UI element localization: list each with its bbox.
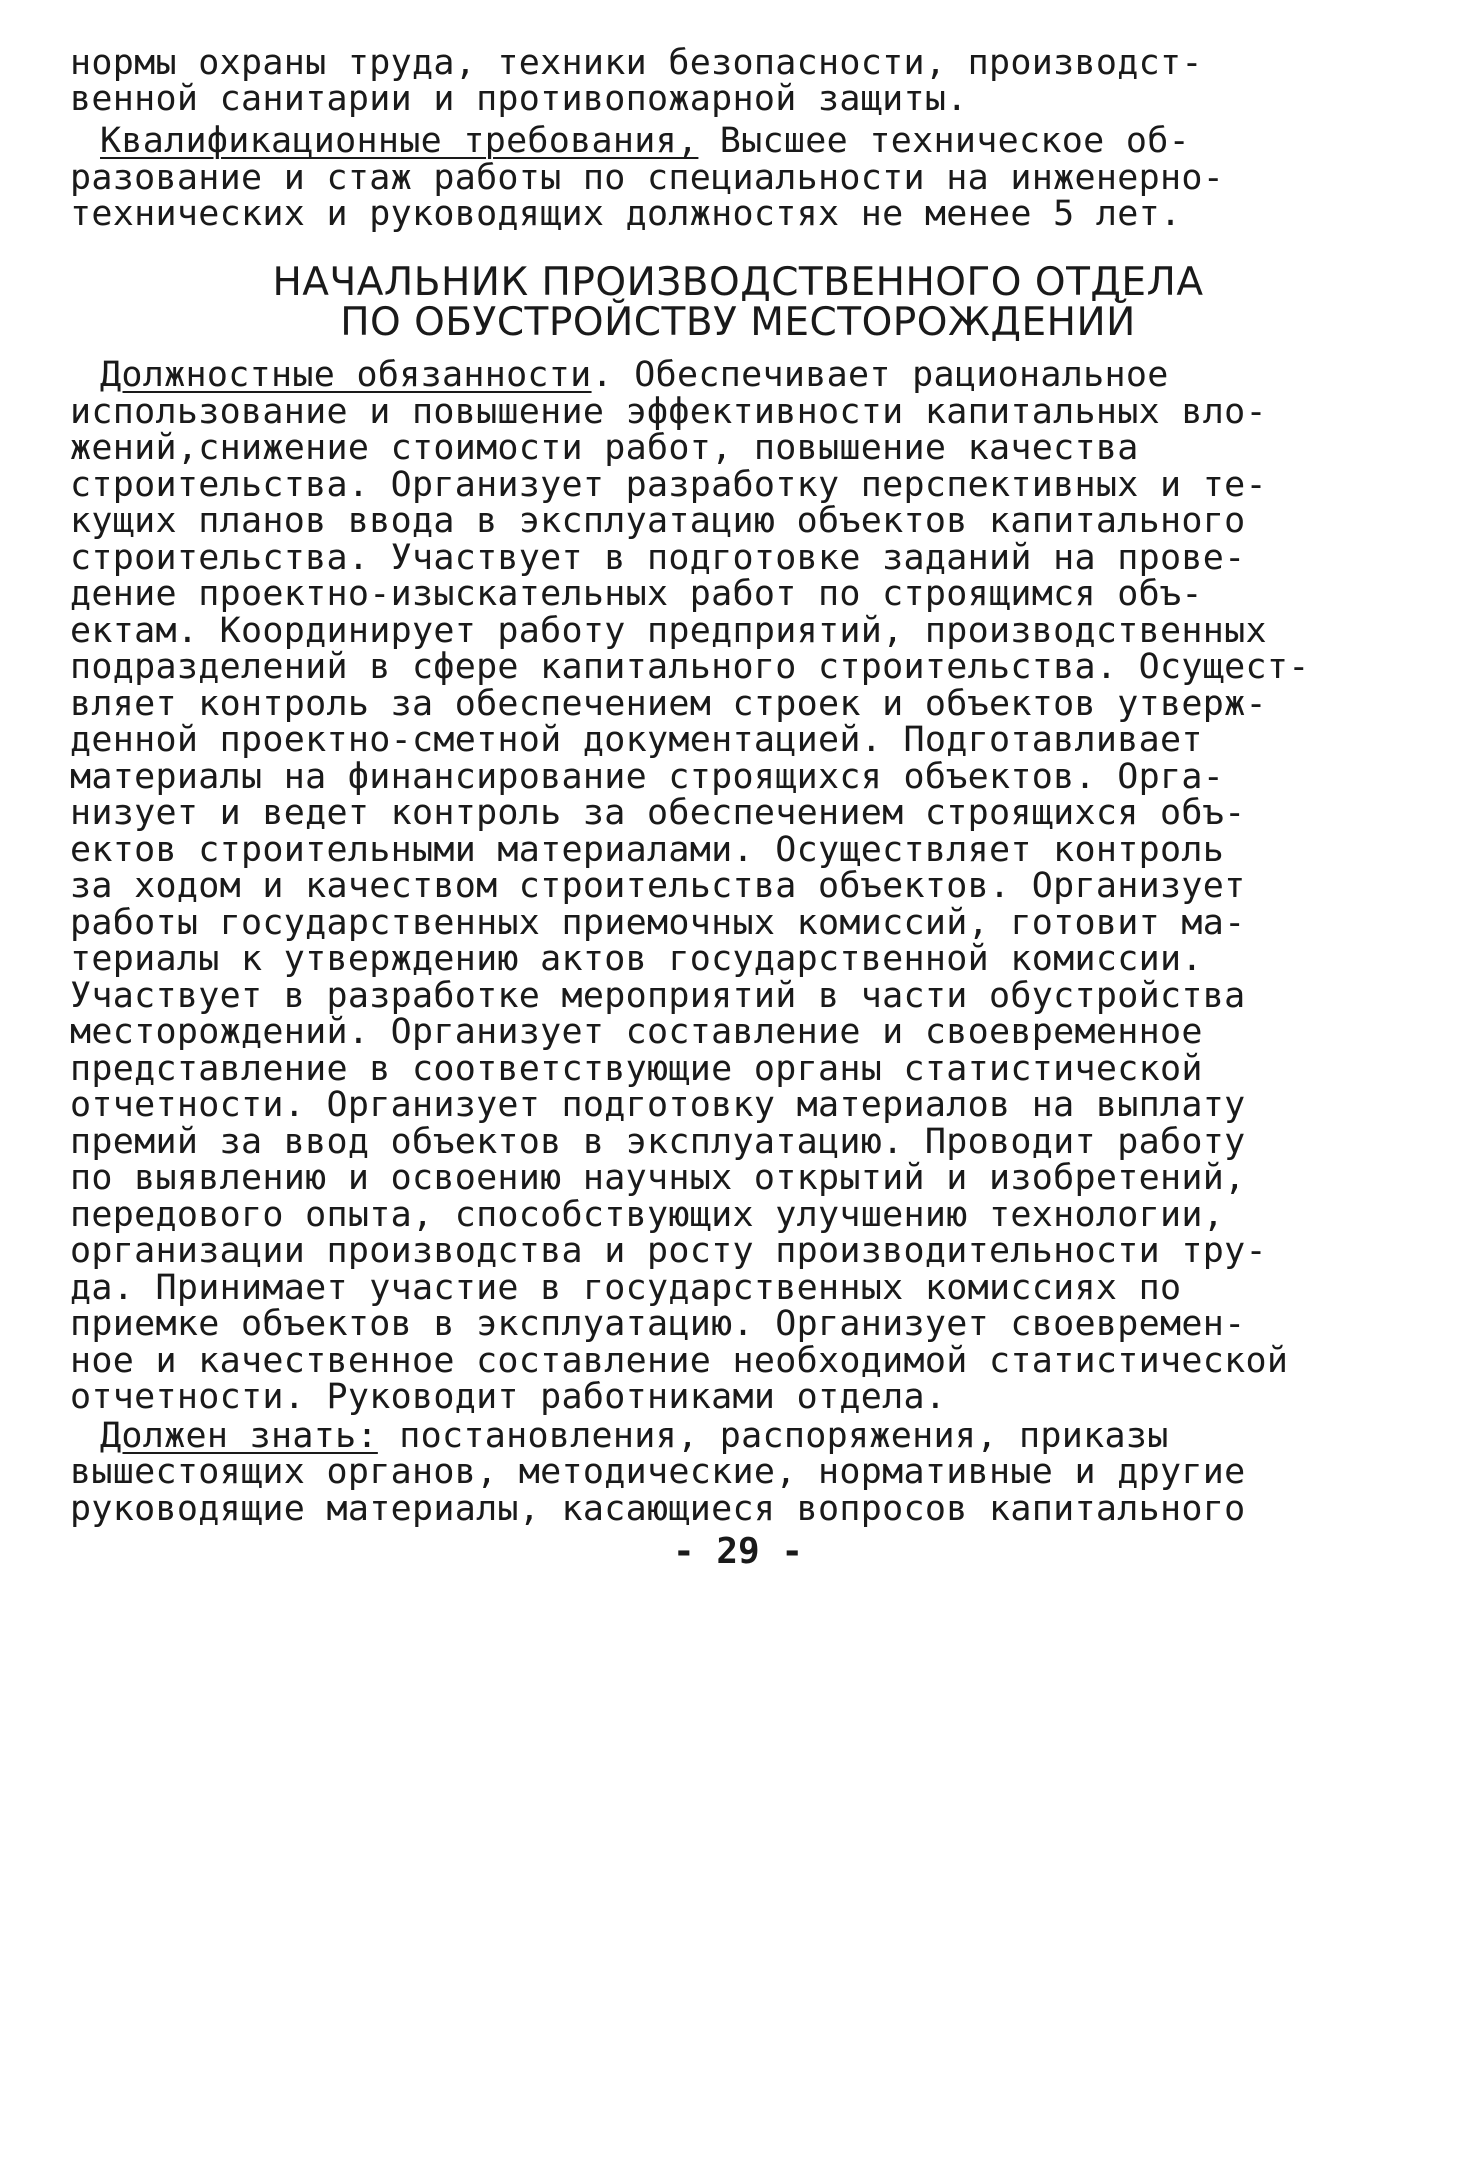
duties-line-9: подразделений в сфере капитального строительства. Осущест- (70, 647, 1310, 687)
duties-line-19: месторождений. Организует составление и своевременное (70, 1012, 1203, 1052)
must-know-line-3: руководящие материалы, касающиеся вопросов капитального (70, 1489, 1246, 1529)
qualification-heading: Квалификационные требования, (100, 121, 699, 161)
duties-line-20: представление в соответствующие органы статистической (70, 1049, 1203, 1089)
must-know-line-2: вышестоящих органов, методические, нормативные и другие (70, 1452, 1246, 1492)
duties-line-22: премий за ввод объектов в эксплуатацию. Проводит работу (70, 1122, 1246, 1162)
duties-line-18: Участвует в разработке мероприятий в части обустройства (70, 976, 1246, 1016)
duties-line-21: отчетности. Организует подготовку материалов на выплату (70, 1085, 1246, 1125)
intro-line-2: венной санитарии и противопожарной защиты. (70, 79, 968, 119)
duties-heading: Должностные обязанности (100, 355, 592, 395)
duties-line-1: . Обеспечивает рациональное (591, 355, 1169, 395)
duties-line-10: вляет контроль за обеспечением строек и объектов утверж- (70, 684, 1267, 724)
must-know-line-1: постановления, распоряжения, приказы (377, 1416, 1169, 1456)
page-number: - 29 - (672, 1531, 804, 1572)
duties-line-28: ное и качественное составление необходимой статистической (70, 1341, 1289, 1381)
duties-line-11: денной проектно-сметной документацией. Подготавливает (70, 720, 1203, 760)
duties-line-29: отчетности. Руководит работниками отдела. (70, 1377, 947, 1417)
duties-line-2: использование и повышение эффективности капитальных вло- (70, 392, 1267, 432)
duties-line-12: материалы на финансирование строящихся объектов. Орга- (70, 757, 1225, 797)
duties-line-14: ектов строительными материалами. Осуществляет контроль (70, 830, 1225, 870)
section-title-line-2: ПО ОБУСТРОЙСТВУ МЕСТОРОЖДЕНИЙ (340, 300, 1136, 345)
duties-line-15: за ходом и качеством строительства объектов. Организует (70, 866, 1246, 906)
intro-line-1: нормы охраны труда, техники безопасности, производст- (70, 43, 1203, 83)
must-know-heading: Должен знать: (100, 1416, 378, 1456)
duties-line-25: организации производства и росту производительности тру- (70, 1231, 1267, 1271)
duties-line-8: ектам. Координирует работу предприятий, производственных (70, 611, 1267, 651)
duties-line-3: жений,снижение стоимости работ, повышение качества (70, 428, 1139, 468)
duties-line-24: передового опыта, способствующих улучшению технологии, (70, 1195, 1225, 1235)
duties-line-23: по выявлению и освоению научных открытий и изобретений, (70, 1158, 1246, 1198)
qualification-line-3: технических и руководящих должностях не менее 5 лет. (70, 194, 1182, 234)
duties-line-6: строительства. Участвует в подготовке заданий на прове- (70, 538, 1246, 578)
duties-line-17: териалы к утверждению актов государственной комиссии. (70, 939, 1203, 979)
duties-line-13: низует и ведет контроль за обеспечением строящихся объ- (70, 793, 1246, 833)
duties-line-16: работы государственных приемочных комиссий, готовит ма- (70, 903, 1246, 943)
duties-line-26: да. Принимает участие в государственных комиссиях по (70, 1268, 1182, 1308)
duties-line-27: приемке объектов в эксплуатацию. Организует своевремен- (70, 1304, 1246, 1344)
qualification-line-1: Высшее техническое об- (698, 121, 1190, 161)
duties-line-5: кущих планов ввода в эксплуатацию объектов капитального (70, 501, 1246, 541)
duties-line-4: строительства. Организует разработку перспективных и те- (70, 465, 1267, 505)
qualification-line-2: разование и стаж работы по специальности на инженерно- (70, 158, 1225, 198)
duties-line-7: дение проектно-изыскательных работ по строящимся объ- (70, 574, 1203, 614)
section-title-line-1: НАЧАЛЬНИК ПРОИЗВОДСТВЕННОГО ОТДЕЛА (272, 260, 1204, 305)
